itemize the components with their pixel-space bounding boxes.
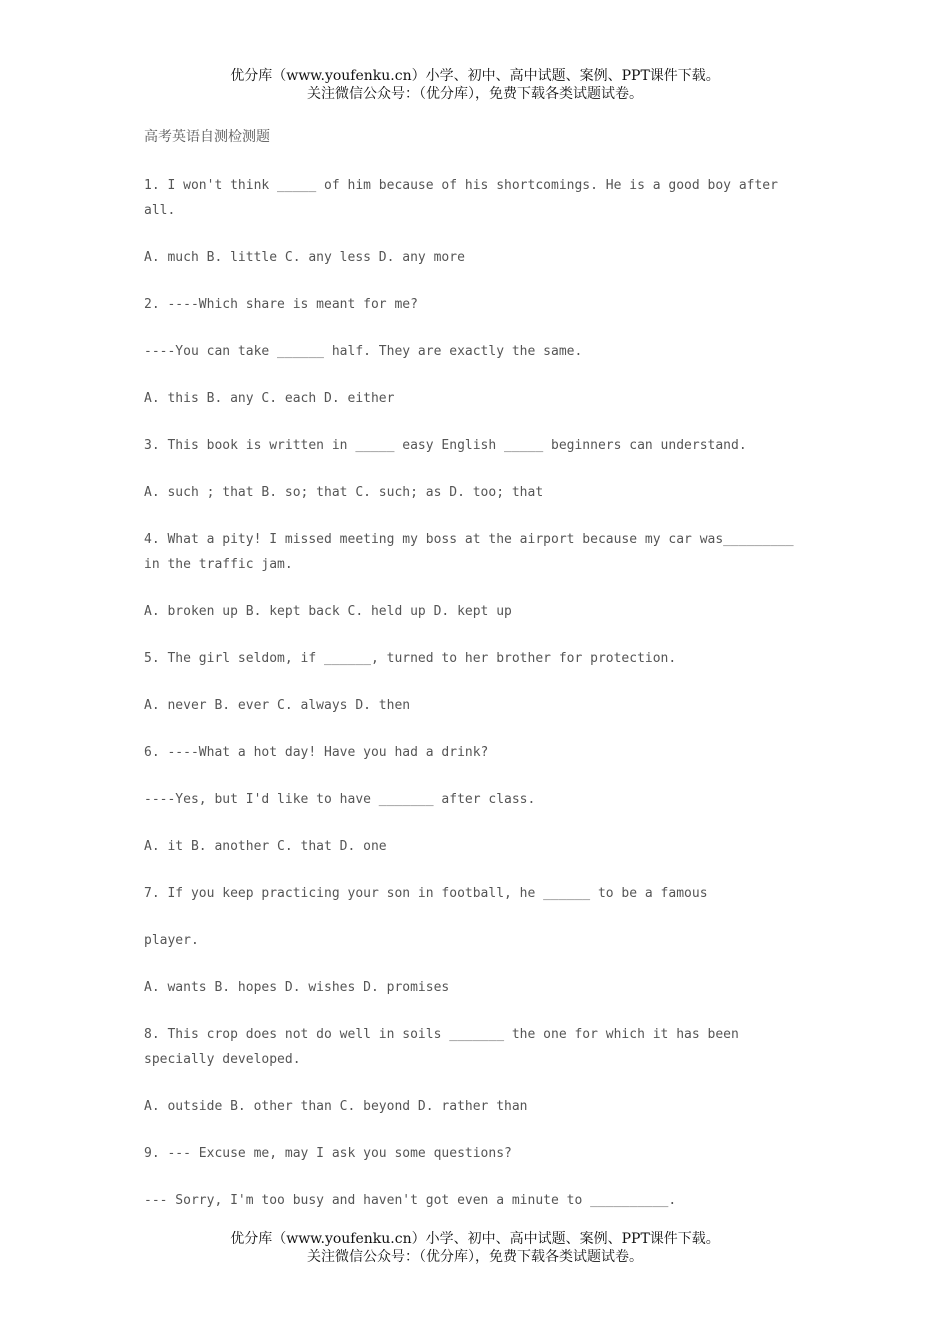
paragraph: 9. --- Excuse me, may I ask you some questions?	[144, 1146, 512, 1161]
paragraph: --- Sorry, I'm too busy and haven't got even a minute to __________.	[144, 1193, 677, 1208]
page-header	[0, 67, 950, 103]
paragraph: A. wants B. hopes D. wishes D. promises	[144, 980, 450, 995]
paragraph: 4. What a pity! I missed meeting my boss at the airport because my car was_________ in the traffic jam.	[144, 532, 802, 572]
paragraph: A. never B. ever C. always D. then	[144, 698, 411, 713]
paragraph: 2. ----Which share is meant for me?	[144, 297, 418, 312]
paragraph: ----You can take ______ half. They are exactly the same.	[144, 344, 583, 359]
paragraph: A. much B. little C. any less D. any more	[144, 250, 465, 265]
paragraph: 8. This crop does not do well in soils _______ the one for which it has been specially developed.	[144, 1027, 747, 1067]
paragraph: 5. The girl seldom, if ______, turned to her brother for protection.	[144, 651, 677, 666]
paragraph: 6. ----What a hot day! Have you had a drink?	[144, 745, 489, 760]
page-footer	[0, 1230, 950, 1266]
paragraph: A. such ; that B. so; that C. such; as D. too; that	[144, 485, 544, 500]
paragraph: A. this B. any C. each D. either	[144, 391, 395, 406]
document-body	[144, 126, 804, 1235]
paragraph: 7. If you keep practicing your son in football, he ______ to be a famous	[144, 886, 708, 901]
document-title: 高考英语自测检测题	[144, 129, 270, 145]
paragraph: A. outside B. other than C. beyond D. rather than	[144, 1099, 528, 1114]
paragraph: A. broken up B. kept back C. held up D. kept up	[144, 604, 512, 619]
header-line-2: 关注微信公众号：（优分库），免费下载各类试题试卷。	[307, 86, 643, 102]
paragraph: A. it B. another C. that D. one	[144, 839, 387, 854]
footer-line-2: 关注微信公众号：（优分库），免费下载各类试题试卷。	[307, 1249, 643, 1265]
paragraph: ----Yes, but I'd like to have _______ after class.	[144, 792, 536, 807]
footer-line-1: 优分库（www.youfenku.cn）小学、初中、高中试题、案例、PPT课件下载。	[230, 1231, 720, 1247]
paragraph: 3. This book is written in _____ easy English _____ beginners can understand.	[144, 438, 747, 453]
paragraph: 1. I won't think _____ of him because of his shortcomings. He is a good boy after all.	[144, 178, 786, 218]
paragraph: player.	[144, 933, 199, 948]
header-line-1: 优分库（www.youfenku.cn）小学、初中、高中试题、案例、PPT课件下载。	[230, 68, 720, 84]
